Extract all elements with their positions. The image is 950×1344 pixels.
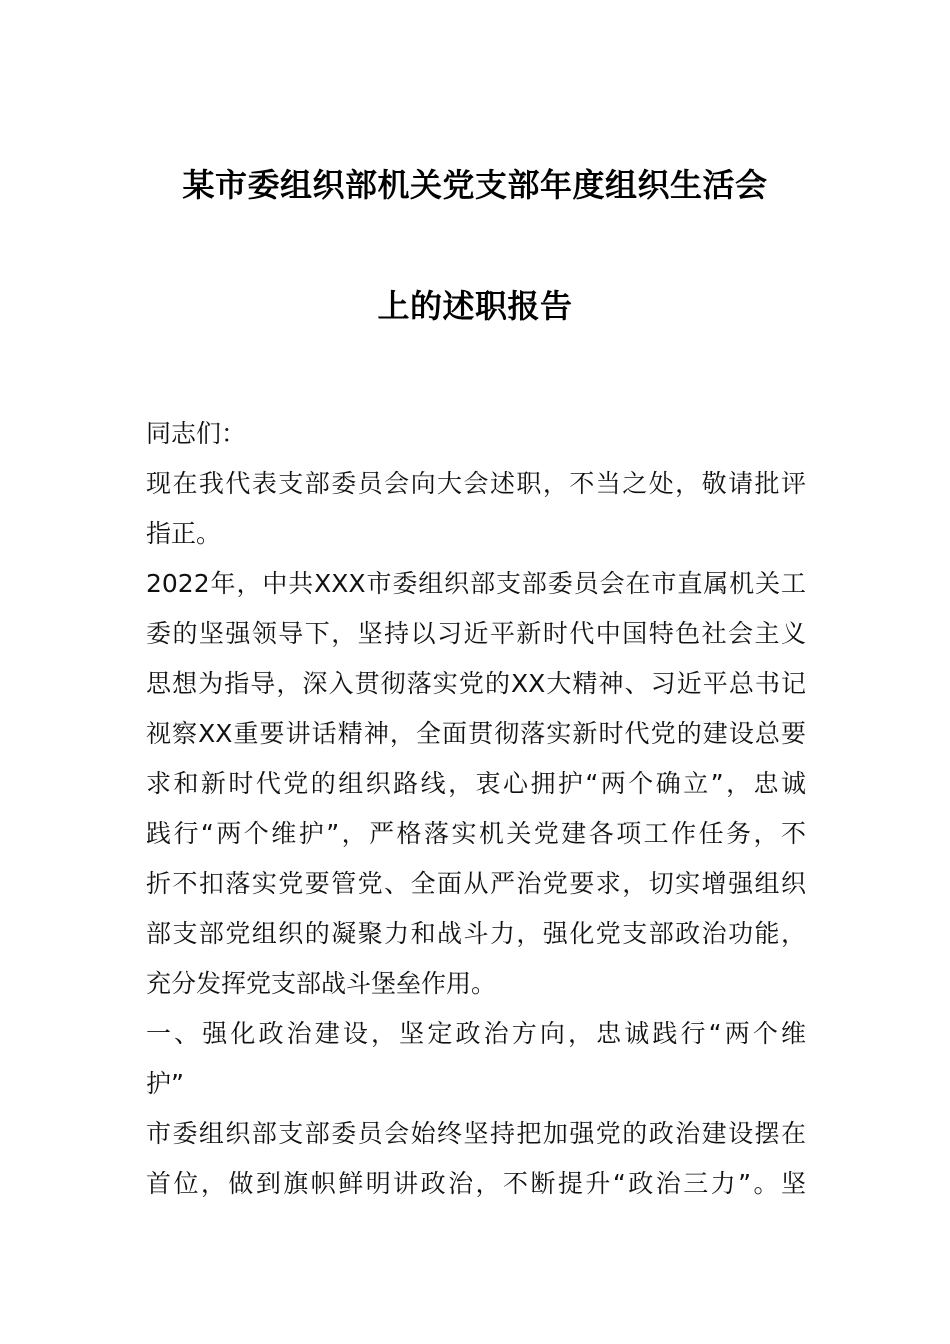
document-title-line-2: 上的述职报告	[377, 287, 573, 325]
text-line: 折不扣落实党要管党、全面从严治党要求，切实增强组织	[146, 869, 806, 898]
text-line: 同志们：	[146, 419, 247, 448]
text-line: 践行“两个维护”，严格落实机关党建各项工作任务，不	[146, 819, 806, 848]
text-line: 首位，做到旗帜鲜明讲政治，不断提升“政治三力”。坚	[146, 1169, 806, 1198]
text-line: 2022年，中共XXX市委组织部支部委员会在市直属机关工	[146, 569, 806, 598]
text-line: 部支部党组织的凝聚力和战斗力，强化党支部政治功能，	[146, 919, 806, 948]
text-line: 护”	[146, 1069, 184, 1098]
text-line: 视察XX重要讲话精神，全面贯彻落实新时代党的建设总要	[146, 719, 806, 748]
text-line: 一、强化政治建设，坚定政治方向，忠诚践行“两个维	[146, 1019, 806, 1048]
text-line: 委的坚强领导下，坚持以习近平新时代中国特色社会主义	[146, 619, 806, 648]
text-line: 指正。	[146, 519, 222, 548]
text-line: 市委组织部支部委员会始终坚持把加强党的政治建设摆在	[146, 1119, 806, 1148]
text-line: 求和新时代党的组织路线，衷心拥护“两个确立”，忠诚	[146, 769, 806, 798]
document-body	[146, 409, 806, 1209]
document-title-line-1: 某市委组织部机关党支部年度组织生活会	[182, 166, 768, 204]
text-line: 思想为指导，深入贯彻落实党的XX大精神、习近平总书记	[146, 669, 806, 698]
text-line: 充分发挥党支部战斗堡垒作用。	[146, 969, 497, 998]
text-line: 现在我代表支部委员会向大会述职，不当之处，敬请批评	[146, 469, 806, 498]
